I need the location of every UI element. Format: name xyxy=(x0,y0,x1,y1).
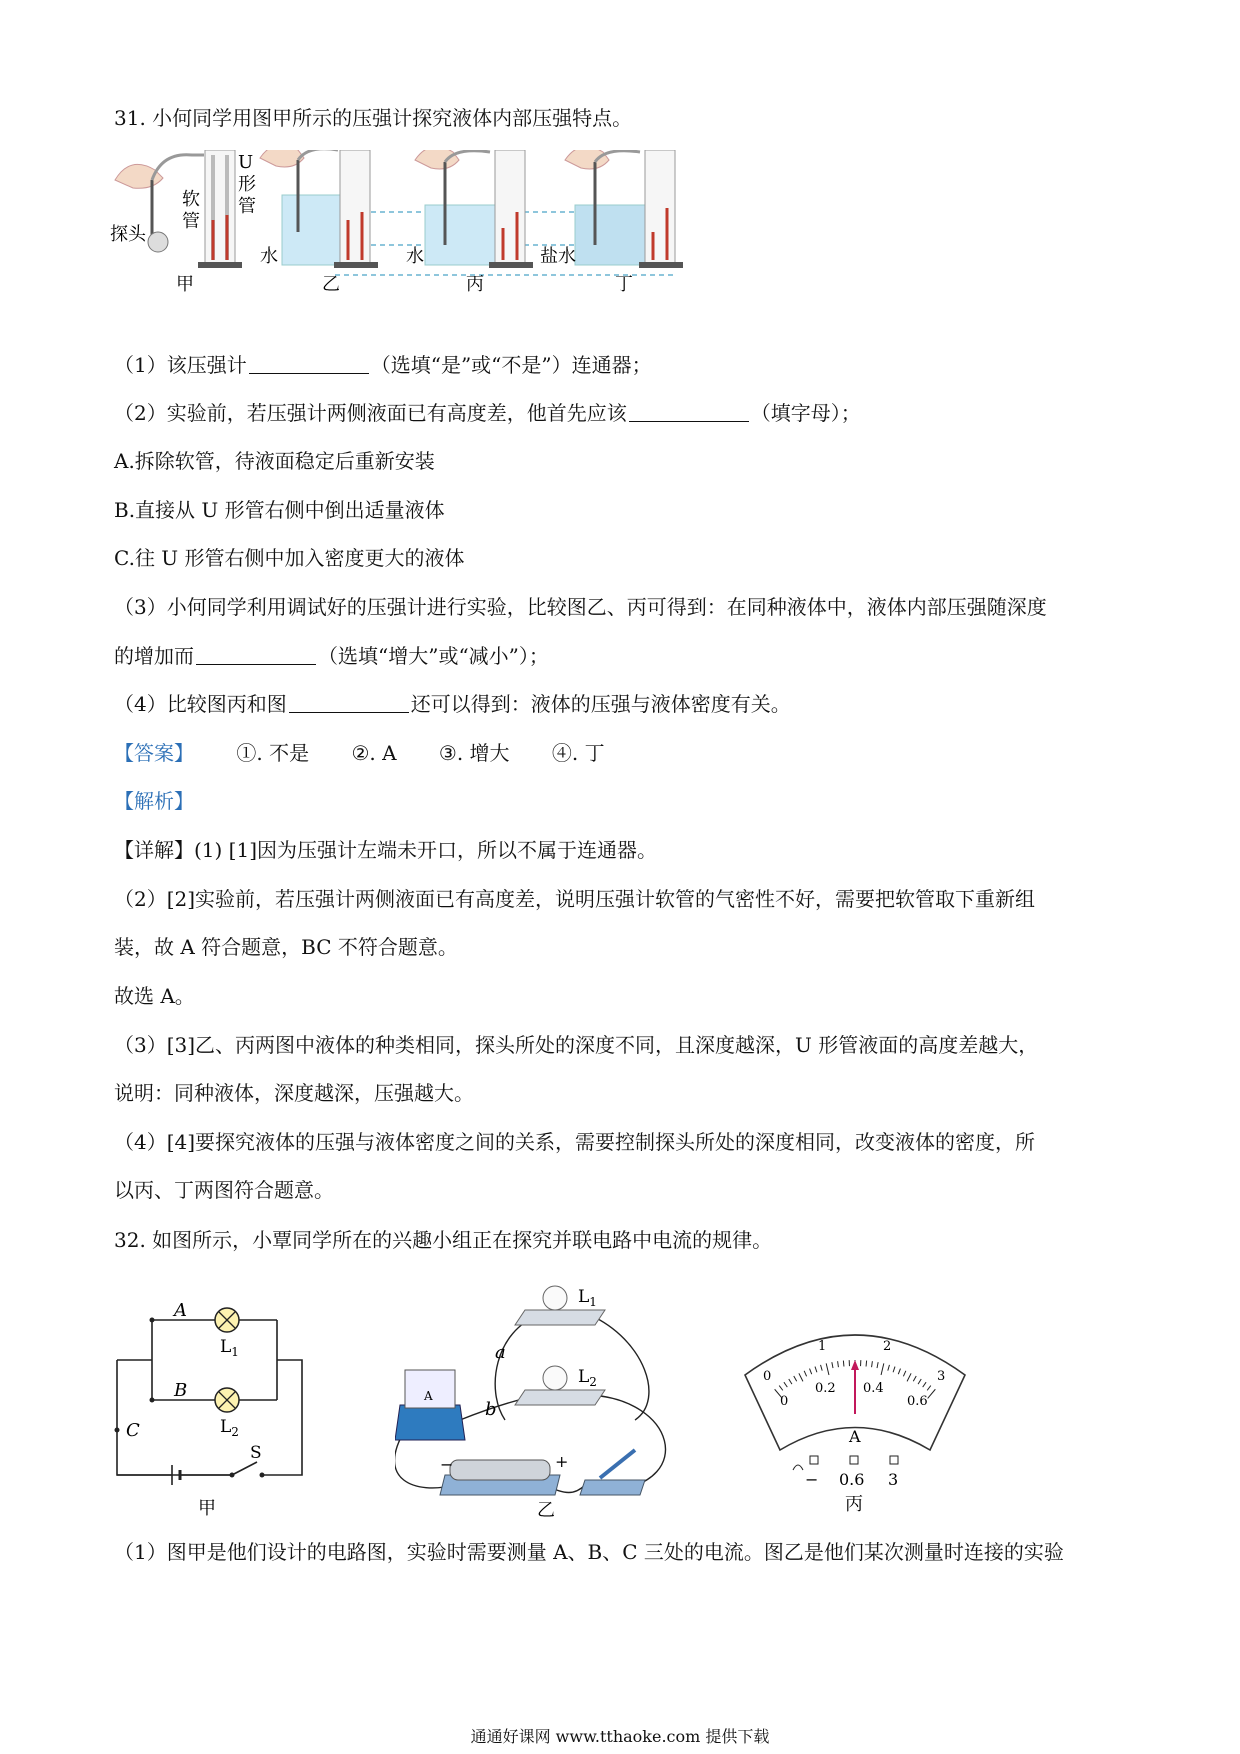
label-water-1: 水 xyxy=(260,246,278,267)
explain-4b: 以丙、丁两图符合题意。 xyxy=(114,1178,334,1202)
dial-bottom-04: 0.4 xyxy=(863,1381,884,1396)
answer-blank-3 xyxy=(196,644,316,665)
dial-bottom-0: 0 xyxy=(780,1394,789,1409)
point-b-label: B xyxy=(174,1380,188,1401)
answer-3: ③. 增大 xyxy=(438,741,510,765)
q31-part3b: 的增加而 （选填“增大”或“减小”）； xyxy=(114,644,549,668)
explain-3b: 说明：同种液体，深度越深，压强越大。 xyxy=(114,1081,474,1105)
q31-part2: （2）实验前，若压强计两侧液面已有高度差，他首先应该 （填字母）； xyxy=(114,401,861,425)
switch-label: S xyxy=(250,1443,262,1463)
q31-option-c: C.往 U 形管右侧中加入密度更大的液体 xyxy=(114,546,465,570)
q31-option-a: A.拆除软管，待液面稳定后重新安装 xyxy=(114,449,435,473)
dial-unit-label: A xyxy=(849,1427,861,1446)
answer-tag: 【答案】 xyxy=(114,741,194,765)
dial-bottom-06: 0.6 xyxy=(907,1394,928,1409)
dial-tick xyxy=(866,1361,867,1367)
experiment-setup xyxy=(395,1280,685,1520)
page-footer: 通通好课网 www.tthaoke.com 提供下载 xyxy=(470,1727,770,1746)
caption-meter-bing: 丙 xyxy=(845,1494,863,1515)
wire-b-label: b xyxy=(485,1399,497,1420)
label-saltwater: 盐水 xyxy=(540,246,576,267)
q31-title: 31. 小何同学用图甲所示的压强计探究液体内部压强特点。 xyxy=(114,106,633,130)
label-u: U xyxy=(238,152,254,173)
point-a-label: A xyxy=(174,1300,187,1321)
label-tantou: 探头 xyxy=(110,224,146,245)
lamp-l1-label: $L_1$ xyxy=(220,1337,239,1359)
dial-top-2: 2 xyxy=(883,1339,892,1354)
answer-blank-4 xyxy=(289,692,409,713)
label-guan: 管 xyxy=(238,196,256,217)
dial-bottom-02: 0.2 xyxy=(815,1381,836,1396)
explain-2b: 装，故 A 符合题意，BC 不符合题意。 xyxy=(114,935,458,959)
dial-top-3: 3 xyxy=(937,1369,946,1384)
q32-title: 32. 如图所示，小覃同学所在的兴趣小组正在探究并联电路中电流的规律。 xyxy=(114,1228,773,1252)
q31-option-b: B.直接从 U 形管右侧中倒出适量液体 xyxy=(114,498,445,522)
terminal-06: 0.6 xyxy=(839,1470,865,1489)
setup-l2-label: $L_2$ xyxy=(578,1367,597,1389)
battery-plus-label: + xyxy=(555,1452,569,1471)
figure-bing xyxy=(415,150,533,268)
dial-tick xyxy=(843,1361,844,1367)
caption-jia: 甲 xyxy=(176,274,194,295)
caption-setup-yi: 乙 xyxy=(537,1500,555,1520)
q31-part3a: （3）小何同学利用调试好的压强计进行实验，比较图乙、丙可得到：在同种液体中，液体内部压强随深度 xyxy=(114,595,1047,619)
explain-3a: （3）[3]乙、丙两图中液体的种类相同，探头所处的深度不同，且深度越深，U 形管液面的高度差越大， xyxy=(114,1033,1039,1057)
caption-bing: 丙 xyxy=(466,274,484,295)
caption-ding: 丁 xyxy=(615,274,633,295)
q31-part1: （1）该压强计 （选填“是”或“不是”）连通器； xyxy=(114,353,652,377)
explain-2a: （2）[2]实验前，若压强计两侧液面已有高度差，说明压强计软管的气密性不好，需要把软管取下重新组 xyxy=(114,887,1036,911)
setup-ammeter-label: A xyxy=(424,1389,433,1403)
explain-2c: 故选 A。 xyxy=(114,984,195,1008)
dial-top-0: 0 xyxy=(763,1369,772,1384)
figure-ding xyxy=(565,150,683,268)
setup-l1-label: $L_1$ xyxy=(578,1287,597,1309)
label-guan2: 管 xyxy=(182,211,200,232)
terminal-3: 3 xyxy=(888,1470,899,1489)
answer-blank-2 xyxy=(629,401,749,422)
wire-a-label: a xyxy=(495,1342,506,1363)
point-c-label: C xyxy=(126,1420,140,1441)
pressure-gauge-figure xyxy=(110,150,770,330)
answer-4: ④. 丁 xyxy=(551,741,605,765)
answer-2: ②. A xyxy=(351,741,397,765)
explain-1: 【详解】(1) [1]因为压强计左端未开口，所以不属于连通器。 xyxy=(114,838,658,862)
label-ruan: 软 xyxy=(182,189,200,210)
terminal-minus: − xyxy=(805,1470,819,1489)
dial-top-1: 1 xyxy=(818,1339,827,1354)
ammeter-dial xyxy=(735,1310,975,1520)
answer-blank-1 xyxy=(249,353,369,374)
q32-part1: （1）图甲是他们设计的电路图，实验时需要测量 A、B、C 三处的电流。图乙是他们某次测量时连接的实验 xyxy=(114,1540,1064,1564)
label-water-2: 水 xyxy=(406,246,424,267)
analysis-tag: 【解析】 xyxy=(114,789,194,813)
caption-circuit-jia: 甲 xyxy=(198,1498,216,1519)
lamp-l2-label: $L_2$ xyxy=(220,1417,239,1439)
label-xing: 形 xyxy=(238,174,256,195)
q31-answers xyxy=(114,739,641,767)
caption-yi: 乙 xyxy=(322,274,340,295)
q31-part4: （4）比较图丙和图 还可以得到：液体的压强与液体密度有关。 xyxy=(114,692,791,716)
answer-1: ①. 不是 xyxy=(236,741,310,765)
explain-4a: （4）[4]要探究液体的压强与液体密度之间的关系，需要控制探头所处的深度相同，改变液体的密度，所 xyxy=(114,1130,1036,1154)
figure-jia xyxy=(115,150,242,268)
circuit-diagram xyxy=(112,1290,342,1520)
battery-minus-label: − xyxy=(440,1455,454,1474)
